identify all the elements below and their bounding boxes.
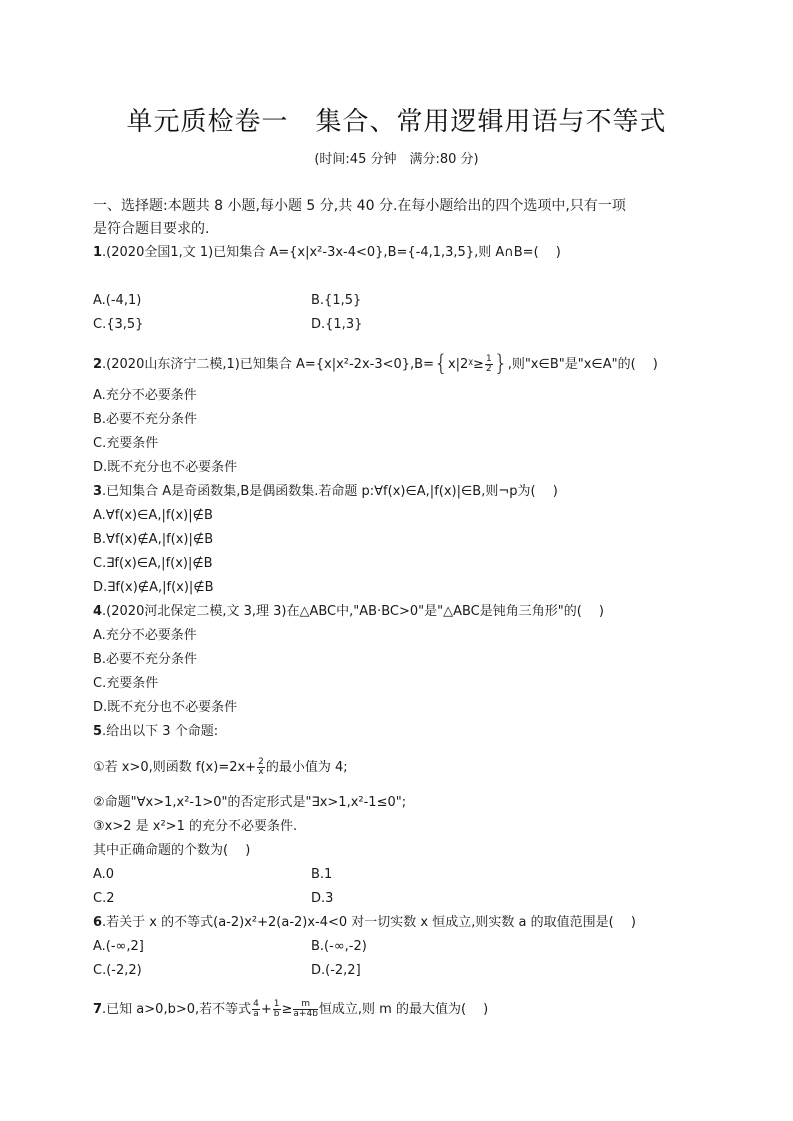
question-1 xyxy=(93,244,561,262)
exam-subtitle: (时间:45 分钟 满分:80 分) xyxy=(314,152,479,167)
section-heading-line1: 一、选择题:本题共 8 小题,每小题 5 分,共 40 分.在每小题给出的四个选项中,只有一项 xyxy=(93,198,626,214)
proposition-3: ③x>2 是 x²>1 的充分不必要条件. xyxy=(93,819,298,834)
set-condition: x|2ᵡ≥ xyxy=(447,357,484,372)
question-text: .(2020全国1,文 1)已知集合 A={x|x²-3x-4<0},B={-4,1,3,5},则 A∩B=( ) xyxy=(102,245,561,260)
question-text-tail: 恒成立,则 m 的最大值为( ) xyxy=(318,1002,489,1017)
question-5-options-row1 xyxy=(93,866,333,884)
question-text: .(2020河北保定二模,文 3,理 3)在△ABC中,"AB·BC>0"是"△ABC是钝角三角形"的( ) xyxy=(102,604,604,619)
question-number: 2 xyxy=(93,357,103,372)
option-d: D.既不充分也不必要条件 xyxy=(93,460,238,475)
option-c: C.2 xyxy=(93,891,115,906)
option-a: A.充分不必要条件 xyxy=(93,388,197,403)
question-text: .若关于 x 的不等式(a-2)x²+2(a-2)x-4<0 对一切实数 x 恒成立,则实数 a 的取值范围是( ) xyxy=(102,915,636,930)
brace-left-icon: { xyxy=(433,351,448,377)
question-3 xyxy=(93,483,558,501)
question-number: 5 xyxy=(93,724,103,739)
question-5-options-row2 xyxy=(93,890,334,908)
question-1-options-row2 xyxy=(93,316,363,334)
question-number: 1 xyxy=(93,245,103,260)
option-d: D.既不充分也不必要条件 xyxy=(93,700,238,715)
question-number: 6 xyxy=(93,915,103,930)
page-title: 单元质检卷一 集合、常用逻辑用语与不等式 xyxy=(126,107,667,137)
option-d: D.3 xyxy=(311,891,334,906)
question-number: 3 xyxy=(93,484,103,499)
fraction: $\frac{1}{2}$ xyxy=(485,354,492,374)
option-b: B.必要不充分条件 xyxy=(93,412,198,427)
option-b: B.必要不充分条件 xyxy=(93,652,198,667)
option-a: A.∀f(x)∈A,|f(x)|∉B xyxy=(93,508,213,523)
question-number: 7 xyxy=(93,1002,103,1017)
option-b: B.(-∞,-2) xyxy=(311,939,367,954)
question-4 xyxy=(93,603,604,621)
option-a: A.0 xyxy=(93,867,115,882)
question-text: .给出以下 3 个命题: xyxy=(102,724,219,739)
option-b: B.{1,5} xyxy=(311,293,362,308)
question-text: .(2020山东济宁二模,1)已知集合 A={x|x²-2x-3<0},B= xyxy=(102,357,434,372)
option-c: C.∃f(x)∈A,|f(x)|∉B xyxy=(93,556,213,571)
option-a: A.充分不必要条件 xyxy=(93,628,197,643)
question-5-ask: 其中正确命题的个数为( ) xyxy=(93,843,251,858)
question-6-options-row2 xyxy=(93,962,361,980)
fraction: $\frac{4}{a}$ xyxy=(253,999,259,1019)
proposition-2: ②命题"∀x>1,x²-1>0"的否定形式是"∃x>1,x²-1≤0"; xyxy=(93,795,407,810)
question-text-tail: ,则"x∈B"是"x∈A"的( ) xyxy=(507,357,658,372)
brace-right-icon: } xyxy=(493,351,508,377)
question-6 xyxy=(93,914,636,932)
question-2 xyxy=(93,351,658,377)
option-d: D.(-2,2] xyxy=(311,963,361,978)
question-6-options-row1 xyxy=(93,938,367,956)
option-a: A.(-∞,2] xyxy=(93,939,144,954)
option-c: C.{3,5} xyxy=(93,317,144,332)
question-7: 7.已知 a>0,b>0,若不等式 $\frac{4}{a}$ + $\frac{1}{b}$ ≥ $\frac{m}{a+4b}$ 恒成立,则 m 的最大值为( ) xyxy=(93,999,489,1019)
option-c: C.充要条件 xyxy=(93,436,159,451)
question-number: 4 xyxy=(93,604,103,619)
question-text: .已知集合 A是奇函数集,B是偶函数集.若命题 p:∀f(x)∈A,|f(x)|∈B,则¬p为( ) xyxy=(102,484,558,499)
option-c: C.(-2,2) xyxy=(93,963,142,978)
option-b: B.1 xyxy=(311,867,333,882)
option-a: A.(-4,1) xyxy=(93,293,142,308)
proposition-1: ①若 x>0,则函数 f(x)=2x+ $\frac{2}{x}$ 的最小值为 4; xyxy=(93,757,348,777)
question-5 xyxy=(93,723,218,741)
fraction: $\frac{1}{b}$ xyxy=(273,999,280,1019)
option-b: B.∀f(x)∉A,|f(x)|∉B xyxy=(93,532,214,547)
option-c: C.充要条件 xyxy=(93,676,159,691)
fraction: $\frac{2}{x}$ xyxy=(258,757,264,777)
option-d: D.∃f(x)∉A,|f(x)|∉B xyxy=(93,580,214,595)
option-d: D.{1,3} xyxy=(311,317,363,332)
section-heading-line2: 是符合题目要求的. xyxy=(93,221,210,237)
question-text: .已知 a>0,b>0,若不等式 xyxy=(102,1002,252,1017)
question-1-options-row1 xyxy=(93,292,362,310)
fraction: $\frac{m}{a+4b}$ xyxy=(293,999,318,1019)
